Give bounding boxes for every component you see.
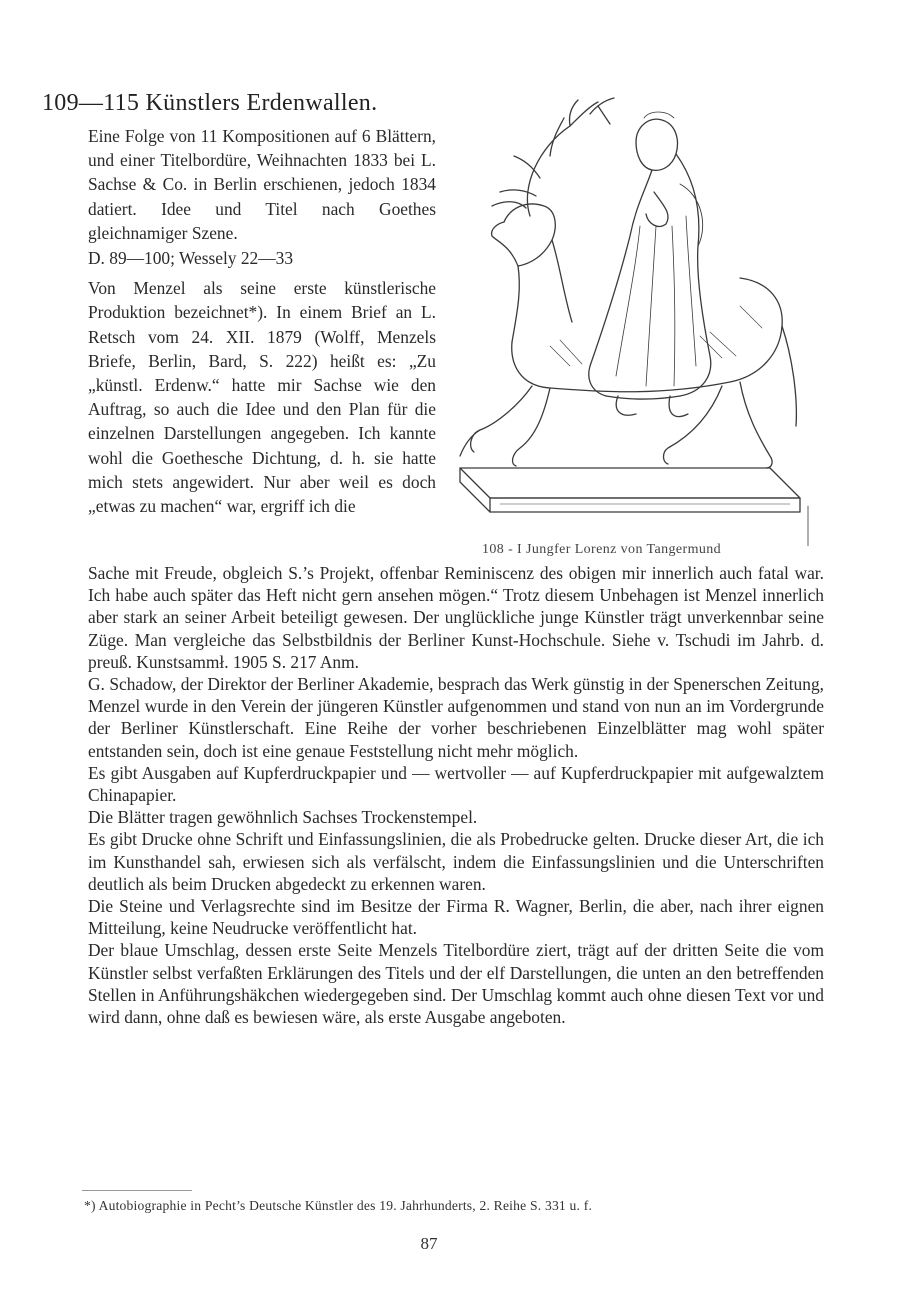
maiden-on-stag-illustration — [440, 96, 830, 546]
catalogue-reference: D. 89—100; Wessely 22—33 — [88, 248, 294, 269]
figure-caption: 108 - I Jungfer Lorenz von Tangermund — [482, 542, 722, 557]
quote-paragraph-start: Von Menzel als seine erste künstlerische Produktion bezeichnet*). In einem Brief an L. Retsch vom 24. XII. 1879 (Wolff, Menzels Briefe, Berlin, Bard, S. 222) heißt es: „Zu „künstl. Erdenw.“ hatte mir Sachse wie den Auftrag, so auch die Idee und den Plan für die einzelnen Darstellungen angegeben. Ich kannte wohl die Goethesche Dichtung, d. h. sie hatte mich stets angewidert. Nur aber weil es doch „etwas zu machen“ war, ergriff ich die — [88, 278, 436, 517]
body-paragraph-1: Sache mit Freude, obgleich S.’s Projekt, offenbar Reminiscenz des obigen mir innerlich auch fatal war. Ich habe auch später das Heft nicht gern ansehen mögen.“ Trotz diesem Unbehagen ist Menzel innerlich aber stark an seiner Arbeit beteiligt gewesen. Der unglückliche junge Künstler trägt unverkennbar seine Züge. Man vergleiche das Selbstbildnis der Berliner Kunst-Hochschule. Siehe v. Tschudi im Jahrb. d. preuß. Kunstsammł. 1905 S. 217 Anm. — [88, 563, 824, 672]
body-text — [88, 562, 824, 1028]
illustration-figure — [440, 96, 830, 566]
body-paragraph-4: Die Blätter tragen gewöhnlich Sachses Trockenstempel. — [88, 807, 478, 828]
body-paragraph-5: Es gibt Drucke ohne Schrift und Einfassungslinien, die als Probedrucke gelten. Drucke dieser Art, die ich im Kunsthandel sah, erwiesen sich als verfälscht, indem die Einfassungslinien und die Unterschriften deutlich als beim Drucken abgedeckt zu erkennen waren. — [88, 829, 824, 894]
footnote-divider — [82, 1190, 192, 1191]
body-paragraph-3: Es gibt Ausgaben auf Kupferdruckpapier und — wertvoller — auf Kupferdruckpapier mit aufgewalztem Chinapapier. — [88, 762, 824, 806]
body-paragraph-2: G. Schadow, der Direktor der Berliner Akademie, besprach das Werk günstig in der Spenerschen Zeitung, Menzel wurde in den Verein der jüngeren Künstler aufgenommen und stand von nun an im Vordergrunde der Berliner Künstlerschaft. Eine Reihe der vorher beschriebenen Einzelblätter mag wohl später entstanden sein, doch ist eine genaue Feststellung nicht mehr möglich. — [88, 674, 824, 761]
section-heading: 109—115 Künstlers Erdenwallen. — [42, 90, 378, 116]
footnote: *) Autobiographie in Pecht’s Deutsche Künstler des 19. Jahrhunderts, 2. Reihe S. 331 u. f. — [84, 1198, 593, 1213]
intro-column — [88, 124, 436, 518]
intro-paragraph: Eine Folge von 11 Kompositionen auf 6 Blättern, und einer Titelbordüre, Weihnachten 1833 bei L. Sachse & Co. in Berlin erschienen, jedoch 1834 datiert. Idee und Titel nach Goethes gleichnamiger Szene. — [88, 126, 436, 243]
page-number: 87 — [420, 1234, 438, 1253]
body-paragraph-6: Die Steine und Verlagsrechte sind im Besitze der Firma R. Wagner, Berlin, die aber, nach ihrer eignen Mitteilung, keine Neudrucke veröffentlicht hat. — [88, 896, 824, 939]
body-paragraph-7: Der blaue Umschlag, dessen erste Seite Menzels Titelbordüre ziert, trägt auf der dritten Seite die vom Künstler selbst verfaßten Erklärungen des Titels und der elf Darstellungen, die unten an den betreffenden Stellen in Anführungshäkchen wiedergegeben sind. Der Umschlag kommt auch ohne diesen Text vor und wird dann, ohne daß es bewiesen wäre, als erste Ausgabe angeboten. — [88, 940, 824, 1028]
